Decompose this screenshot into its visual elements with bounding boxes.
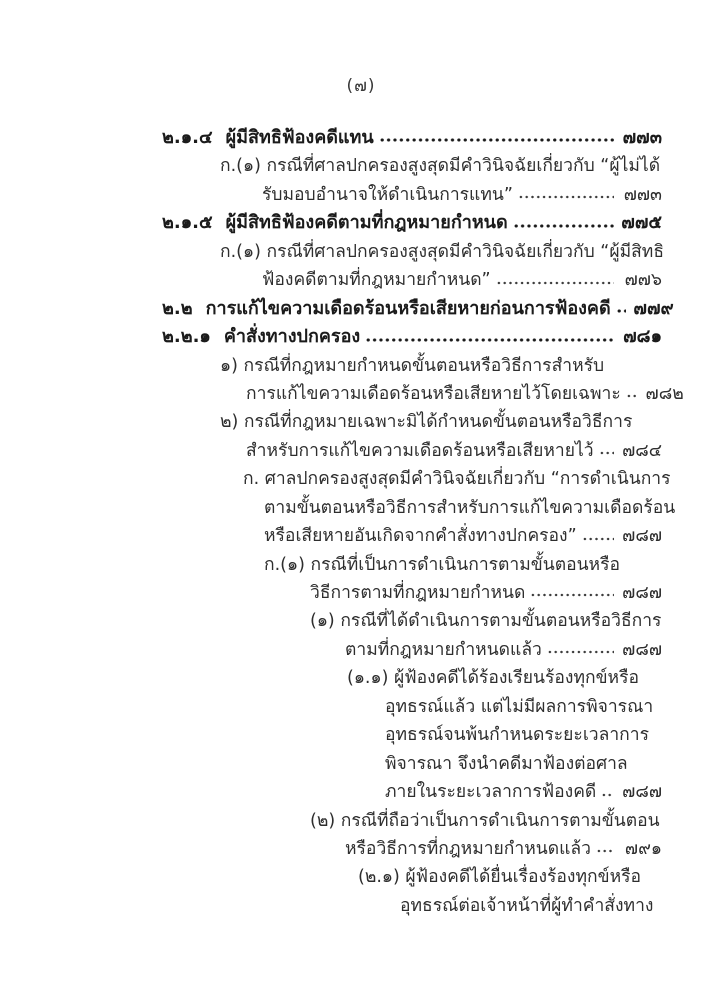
- toc-entry-row: [385, 750, 662, 778]
- dotted-leader: [596, 835, 614, 863]
- entry-text: ผู้มีสิทธิฟ้องคดีแทน: [225, 127, 374, 148]
- entry-text: สำหรับการแก้ไขความเดือดร้อนหรือเสียหายไว้: [246, 440, 594, 461]
- toc-entry-row: [220, 238, 665, 266]
- toc-list: [0, 124, 722, 920]
- toc-entry-row: [347, 664, 662, 692]
- page-number: ๗๙๑: [624, 838, 662, 859]
- toc-entry-row: [220, 152, 662, 180]
- page-number: ๗๗๖: [624, 270, 662, 291]
- section-number: ๒.๑.๔: [162, 127, 213, 148]
- entry-text: ก.(๑) กรณีที่ศาลปกครองสูงสุดมีคำวินิจฉัยเกี่ยวกับ “ผู้ไม่ได้: [220, 156, 661, 177]
- toc-entry-row: [220, 352, 662, 380]
- entry-text: อุทธรณ์ต่อเจ้าหน้าที่ผู้ทำคำสั่งทาง: [400, 895, 654, 916]
- entry-text: คำสั่งทางปกครอง: [223, 326, 361, 348]
- dotted-leader: [601, 778, 614, 806]
- section-number: ๒.๒.๑: [162, 326, 211, 348]
- dotted-leader: [379, 124, 614, 152]
- entry-text: (๑) กรณีที่ได้ดำเนินการตามขั้นตอนหรือวิธีการ: [310, 611, 662, 632]
- dotted-leader: [365, 323, 614, 351]
- toc-entry-row: [264, 522, 662, 550]
- toc-entry-row: [310, 607, 662, 635]
- toc-entry-row: [162, 323, 662, 351]
- entry-text: การแก้ไขความเดือดร้อนหรือเสียหายไว้โดยเฉพาะ: [246, 383, 621, 404]
- dotted-leader: [513, 209, 614, 237]
- entry-text: อุทธรณ์แล้ว แต่ไม่มีผลการพิจารณา: [385, 696, 654, 717]
- entry-text: หรือเสียหายอันเกิดจากคำสั่งทางปกครอง”: [264, 526, 577, 547]
- page-number: ๗๗๓: [623, 184, 662, 205]
- toc-entry-row: [358, 863, 662, 891]
- entry-text: วิธีการตามที่กฎหมายกำหนด: [310, 583, 526, 603]
- dotted-leader: [582, 522, 614, 550]
- toc-entry-row: [264, 551, 662, 579]
- page-number: ๗๘๗: [622, 526, 662, 547]
- toc-entry-row: [264, 494, 676, 522]
- toc-entry-row: [345, 835, 662, 863]
- dotted-leader: [530, 579, 614, 607]
- entry-text: ก.(๑) กรณีที่ศาลปกครองสูงสุดมีคำวินิจฉัยเกี่ยวกับ “ผู้มีสิทธิ: [220, 241, 665, 262]
- dotted-leader: [616, 295, 626, 323]
- entry-text: ตามขั้นตอนหรือวิธีการสำหรับการแก้ไขความเดือดร้อน: [264, 497, 676, 518]
- toc-entry-row: [243, 465, 671, 493]
- entry-text: ๒) กรณีที่กฎหมายเฉพาะมิได้กำหนดขั้นตอนหรือวิธีการ: [220, 412, 633, 433]
- page-number: ๗๘๒: [645, 383, 684, 404]
- page-number: ๗๗๙: [633, 297, 674, 319]
- dotted-leader: [547, 636, 614, 664]
- section-number: ๒.๑.๕: [162, 212, 213, 234]
- entry-text: ก. ศาลปกครองสูงสุดมีคำวินิจฉัยเกี่ยวกับ “การดำเนินการ: [243, 469, 671, 490]
- page-number: ๗๗๓: [622, 127, 662, 148]
- dotted-leader: [518, 181, 614, 209]
- entry-text: ผู้มีสิทธิฟ้องคดีตามที่กฎหมายกำหนด: [225, 212, 508, 234]
- toc-entry-row: [310, 579, 662, 607]
- entry-text: หรือวิธีการที่กฎหมายกำหนดแล้ว: [345, 838, 591, 859]
- toc-entry-row: [262, 266, 662, 294]
- dotted-leader: [496, 266, 614, 294]
- entry-text: (๒.๑) ผู้ฟ้องคดีได้ยื่นเรื่องร้องทุกข์หรือ: [358, 867, 642, 888]
- toc-entry-row: [162, 295, 674, 323]
- entry-text: (๑.๑) ผู้ฟ้องคดีได้ร้องเรียนร้องทุกข์หรือ: [347, 668, 639, 689]
- entry-text: (๒) กรณีที่ถือว่าเป็นการดำเนินการตามขั้นตอน: [310, 810, 660, 831]
- page-number: ๗๘๗: [622, 583, 662, 603]
- page-number: ๗๘๗: [622, 639, 662, 660]
- toc-entry-row: [246, 380, 684, 408]
- toc-entry-row: [220, 408, 662, 436]
- toc-entry-row: [262, 181, 662, 209]
- toc-entry-row: [246, 437, 662, 465]
- dotted-leader: [626, 380, 636, 408]
- entry-text: ฟ้องคดีตามที่กฎหมายกำหนด”: [262, 270, 491, 291]
- toc-entry-row: [400, 892, 662, 920]
- toc-entry-row: [345, 636, 662, 664]
- toc-entry-row: [310, 807, 662, 835]
- toc-entry-row: [162, 124, 662, 152]
- entry-text: การแก้ไขความเดือดร้อนหรือเสียหายก่อนการฟ้องคดี: [205, 297, 611, 319]
- toc-entry-row: [385, 778, 662, 806]
- page-number: ๗๘๗: [622, 782, 662, 803]
- section-number: ๒.๒: [162, 297, 193, 319]
- toc-entry-row: [385, 721, 662, 749]
- entry-text: รับมอบอำนาจให้ดำเนินการแทน”: [262, 184, 513, 205]
- entry-text: ๑) กรณีที่กฎหมายกำหนดขั้นตอนหรือวิธีการสำหรับ: [220, 355, 605, 376]
- page-number: ๗๗๕: [621, 212, 662, 234]
- entry-text: ก.(๑) กรณีที่เป็นการดำเนินการตามขั้นตอนหรือ: [264, 554, 620, 575]
- toc-entry-row: [162, 209, 662, 237]
- page-number: ๗๘๔: [622, 440, 662, 461]
- page-header-number: (๗): [346, 76, 376, 96]
- entry-text: พิจารณา จึงนำคดีมาฟ้องต่อศาล: [385, 753, 628, 774]
- entry-text: ภายในระยะเวลาการฟ้องคดี: [385, 782, 597, 803]
- dotted-leader: [599, 437, 614, 465]
- entry-text: ตามที่กฎหมายกำหนดแล้ว: [345, 639, 542, 660]
- toc-entry-row: [385, 693, 662, 721]
- page-number: ๗๘๑: [623, 326, 662, 348]
- entry-text: อุทธรณ์จนพ้นกำหนดระยะเวลาการ: [385, 725, 649, 746]
